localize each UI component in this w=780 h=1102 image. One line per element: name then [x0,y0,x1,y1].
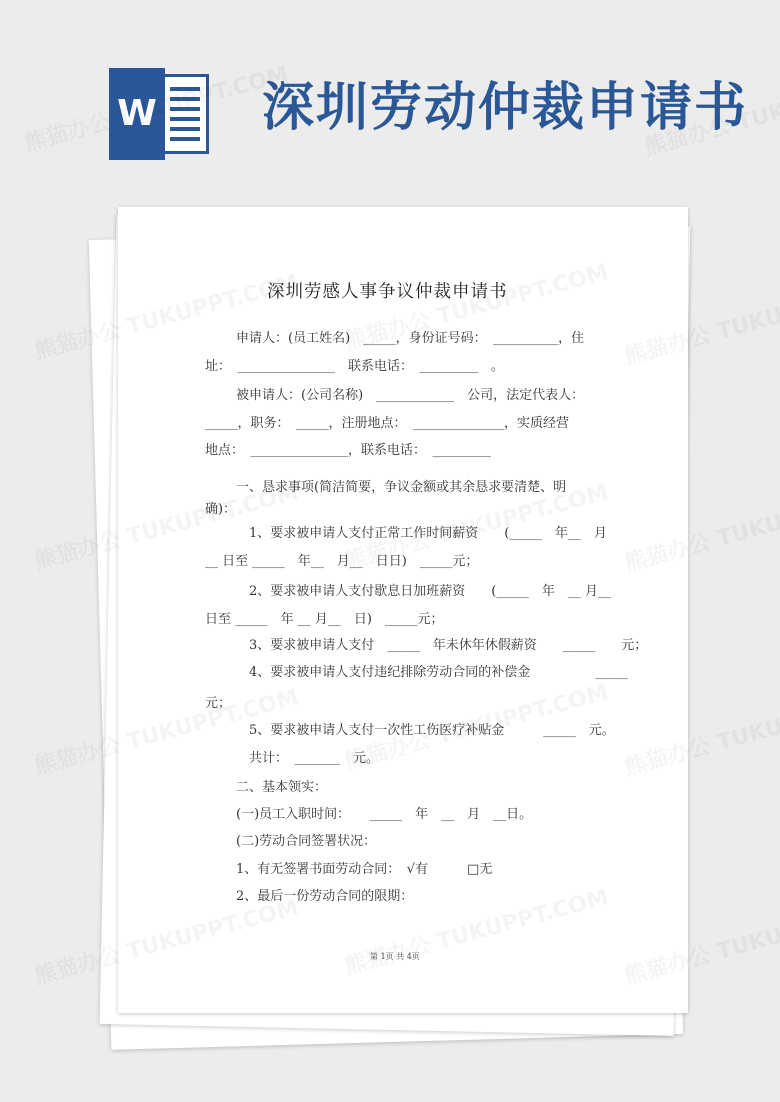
document-line: 址： _______________ 联系电话： _________ 。 [205,359,505,374]
document-line: 二、基本领实： [236,780,328,795]
document-line: 确)： [205,502,237,517]
document-line: 2、最后一份劳动合同的限期： [236,889,414,904]
banner-title: 深圳劳动仲裁申请书 [262,78,749,138]
document-line: 地点： _______________，联系电话： _________ [205,443,492,458]
document-line: __ 日至 _____ 年__ 月__ 日日) _____元； [205,554,479,569]
document-line: 被申请人：(公司名称) ____________ 公司，法定代表人： [236,388,585,403]
document-title: 深圳劳感人事争议仲裁申请书 [267,282,508,302]
document-line: 5、要求被申请人支付一次性工伤医疗补贴金 _____ 元。 [249,723,615,738]
document-line: 1、要求被申请人支付正常工作时间薪资 (_____ 年__ 月 [249,526,607,541]
document-line: 元； [205,696,232,711]
page-footer: 第 1页 共 4页 [370,952,420,961]
document-line: 共计： _______ 元。 [249,751,380,766]
document-line: 4、要求被申请人支付违纪排除劳动合同的补偿金 _____ [249,665,628,680]
document-line: 3、要求被申请人支付 _____ 年未休年休假薪资 _____ 元； [249,638,648,653]
word-logo-letter: W [109,68,165,160]
document-line: 申请人：(员工姓名) _____，身份证号码： __________，住 [236,331,585,346]
document-line: _____，职务： _____，注册地点： ______________，实质经营 [205,416,570,431]
document-line: (一)员工入职时间： _____ 年 __ 月 __日。 [236,807,533,822]
document-line: 1、有无签署书面劳动合同： √有 □无 [236,862,493,877]
document-line: 2、要求被申请人支付歇息日加班薪资 (_____ 年 __ 月__ [249,584,611,599]
document-line: 一、恳求事项(简洁简要，争议金额或其余恳求要清楚、明 [236,480,567,495]
document-line: (二)劳动合同签署状况： [236,834,377,849]
document-line: 日至 _____ 年 __ 月__ 日) _____元； [205,612,444,627]
